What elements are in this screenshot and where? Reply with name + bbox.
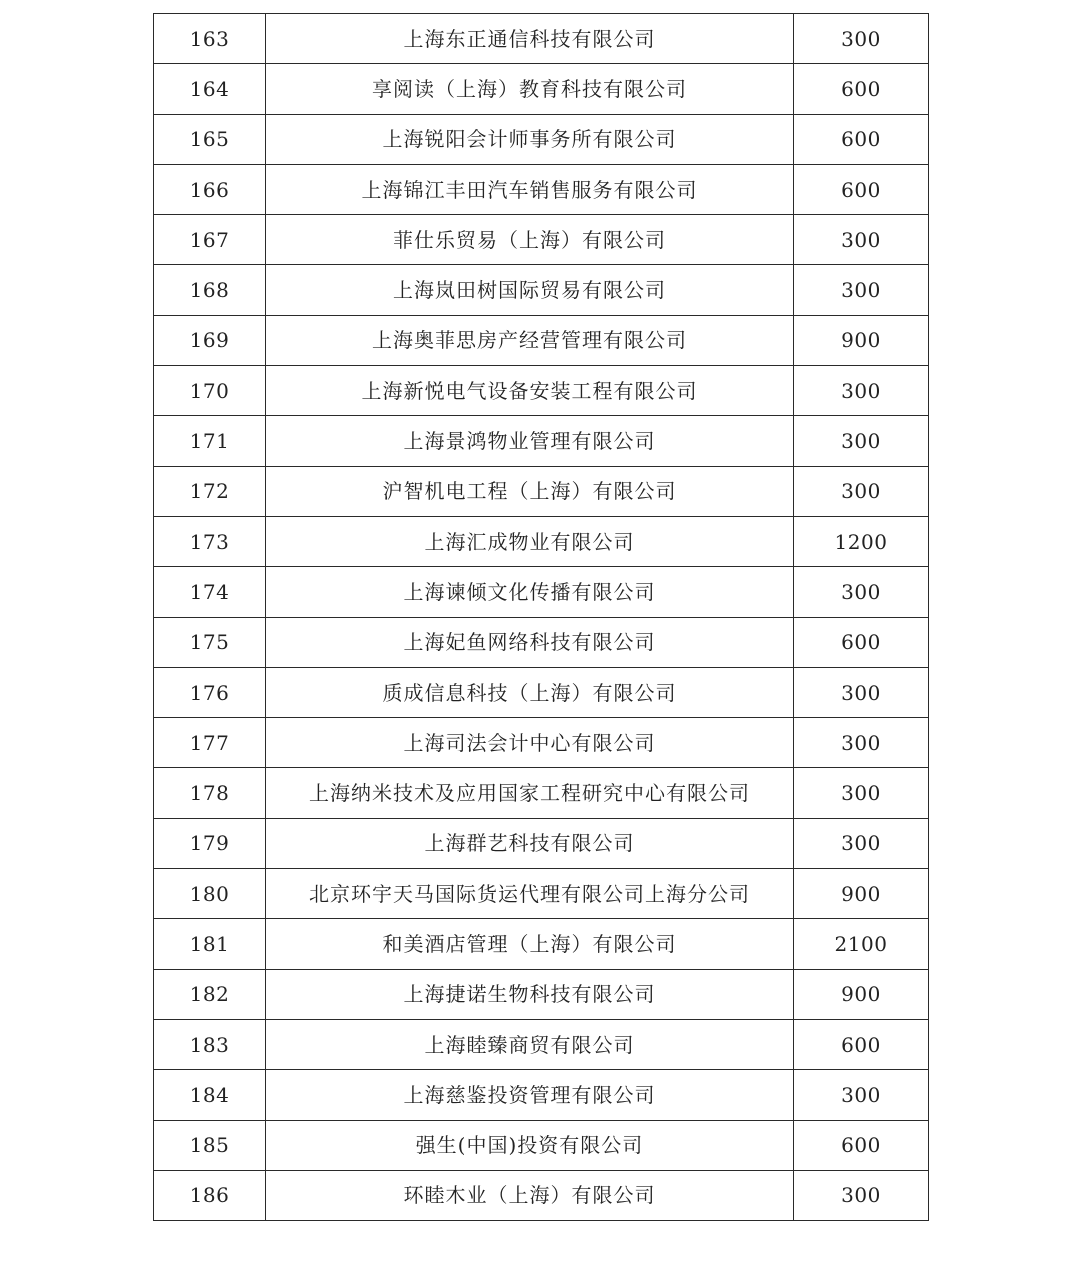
company-name-cell: 上海岚田树国际贸易有限公司 [266,265,794,315]
company-name-cell: 上海纳米技术及应用国家工程研究中心有限公司 [266,768,794,818]
company-name-cell: 上海汇成物业有限公司 [266,516,794,566]
table-row [154,768,929,818]
index-cell: 184 [154,1070,266,1120]
company-name-cell: 上海群艺科技有限公司 [266,818,794,868]
index-cell: 172 [154,466,266,516]
company-name-cell: 上海东正通信科技有限公司 [266,14,794,64]
amount-cell: 900 [794,869,929,919]
index-cell: 176 [154,667,266,717]
company-name-cell: 上海司法会计中心有限公司 [266,718,794,768]
table-row [154,1120,929,1170]
company-name-cell: 上海锦江丰田汽车销售服务有限公司 [266,164,794,214]
index-cell: 167 [154,215,266,265]
amount-cell: 900 [794,969,929,1019]
company-name-cell: 强生(中国)投资有限公司 [266,1120,794,1170]
company-name-cell: 上海新悦电气设备安装工程有限公司 [266,366,794,416]
company-name-cell: 环睦木业（上海）有限公司 [266,1170,794,1220]
table-row [154,567,929,617]
table-row [154,667,929,717]
index-cell: 182 [154,969,266,1019]
index-cell: 170 [154,366,266,416]
index-cell: 165 [154,114,266,164]
index-cell: 166 [154,164,266,214]
table-row [154,1019,929,1069]
amount-cell: 300 [794,14,929,64]
table-row [154,516,929,566]
index-cell: 171 [154,416,266,466]
company-name-cell: 上海奥菲思房产经营管理有限公司 [266,315,794,365]
company-name-cell: 上海慈鉴投资管理有限公司 [266,1070,794,1120]
table-row [154,164,929,214]
company-amount-table [153,13,929,1221]
table-row [154,265,929,315]
company-name-cell: 上海妃鱼网络科技有限公司 [266,617,794,667]
index-cell: 168 [154,265,266,315]
amount-cell: 600 [794,1120,929,1170]
amount-cell: 300 [794,265,929,315]
table-body [154,14,929,1221]
company-name-cell: 菲仕乐贸易（上海）有限公司 [266,215,794,265]
company-name-cell: 上海景鸿物业管理有限公司 [266,416,794,466]
company-name-cell: 上海锐阳会计师事务所有限公司 [266,114,794,164]
index-cell: 163 [154,14,266,64]
company-name-cell: 上海谏倾文化传播有限公司 [266,567,794,617]
table-row [154,818,929,868]
amount-cell: 300 [794,768,929,818]
index-cell: 186 [154,1170,266,1220]
amount-cell: 600 [794,64,929,114]
amount-cell: 300 [794,1070,929,1120]
table-row [154,869,929,919]
amount-cell: 300 [794,567,929,617]
amount-cell: 600 [794,617,929,667]
company-name-cell: 质成信息科技（上海）有限公司 [266,667,794,717]
company-name-cell: 享阅读（上海）教育科技有限公司 [266,64,794,114]
amount-cell: 300 [794,667,929,717]
index-cell: 178 [154,768,266,818]
table-row [154,466,929,516]
amount-cell: 600 [794,1019,929,1069]
amount-cell: 300 [794,215,929,265]
index-cell: 185 [154,1120,266,1170]
company-name-cell: 和美酒店管理（上海）有限公司 [266,919,794,969]
amount-cell: 1200 [794,516,929,566]
company-name-cell: 沪智机电工程（上海）有限公司 [266,466,794,516]
table-row [154,114,929,164]
amount-cell: 300 [794,416,929,466]
table-row [154,617,929,667]
table-row [154,919,929,969]
table-row [154,366,929,416]
amount-cell: 300 [794,366,929,416]
table-row [154,1170,929,1220]
index-cell: 175 [154,617,266,667]
index-cell: 173 [154,516,266,566]
amount-cell: 900 [794,315,929,365]
index-cell: 183 [154,1019,266,1069]
index-cell: 180 [154,869,266,919]
table-row [154,315,929,365]
table-row [154,1070,929,1120]
index-cell: 174 [154,567,266,617]
table-row [154,64,929,114]
amount-cell: 2100 [794,919,929,969]
index-cell: 181 [154,919,266,969]
index-cell: 179 [154,818,266,868]
index-cell: 177 [154,718,266,768]
amount-cell: 300 [794,718,929,768]
amount-cell: 300 [794,466,929,516]
table-row [154,14,929,64]
amount-cell: 300 [794,1170,929,1220]
table-row [154,718,929,768]
amount-cell: 600 [794,164,929,214]
table-row [154,969,929,1019]
company-name-cell: 上海捷诺生物科技有限公司 [266,969,794,1019]
index-cell: 169 [154,315,266,365]
amount-cell: 600 [794,114,929,164]
index-cell: 164 [154,64,266,114]
table-row [154,416,929,466]
table-row [154,215,929,265]
amount-cell: 300 [794,818,929,868]
company-name-cell: 上海睦臻商贸有限公司 [266,1019,794,1069]
company-name-cell: 北京环宇天马国际货运代理有限公司上海分公司 [266,869,794,919]
